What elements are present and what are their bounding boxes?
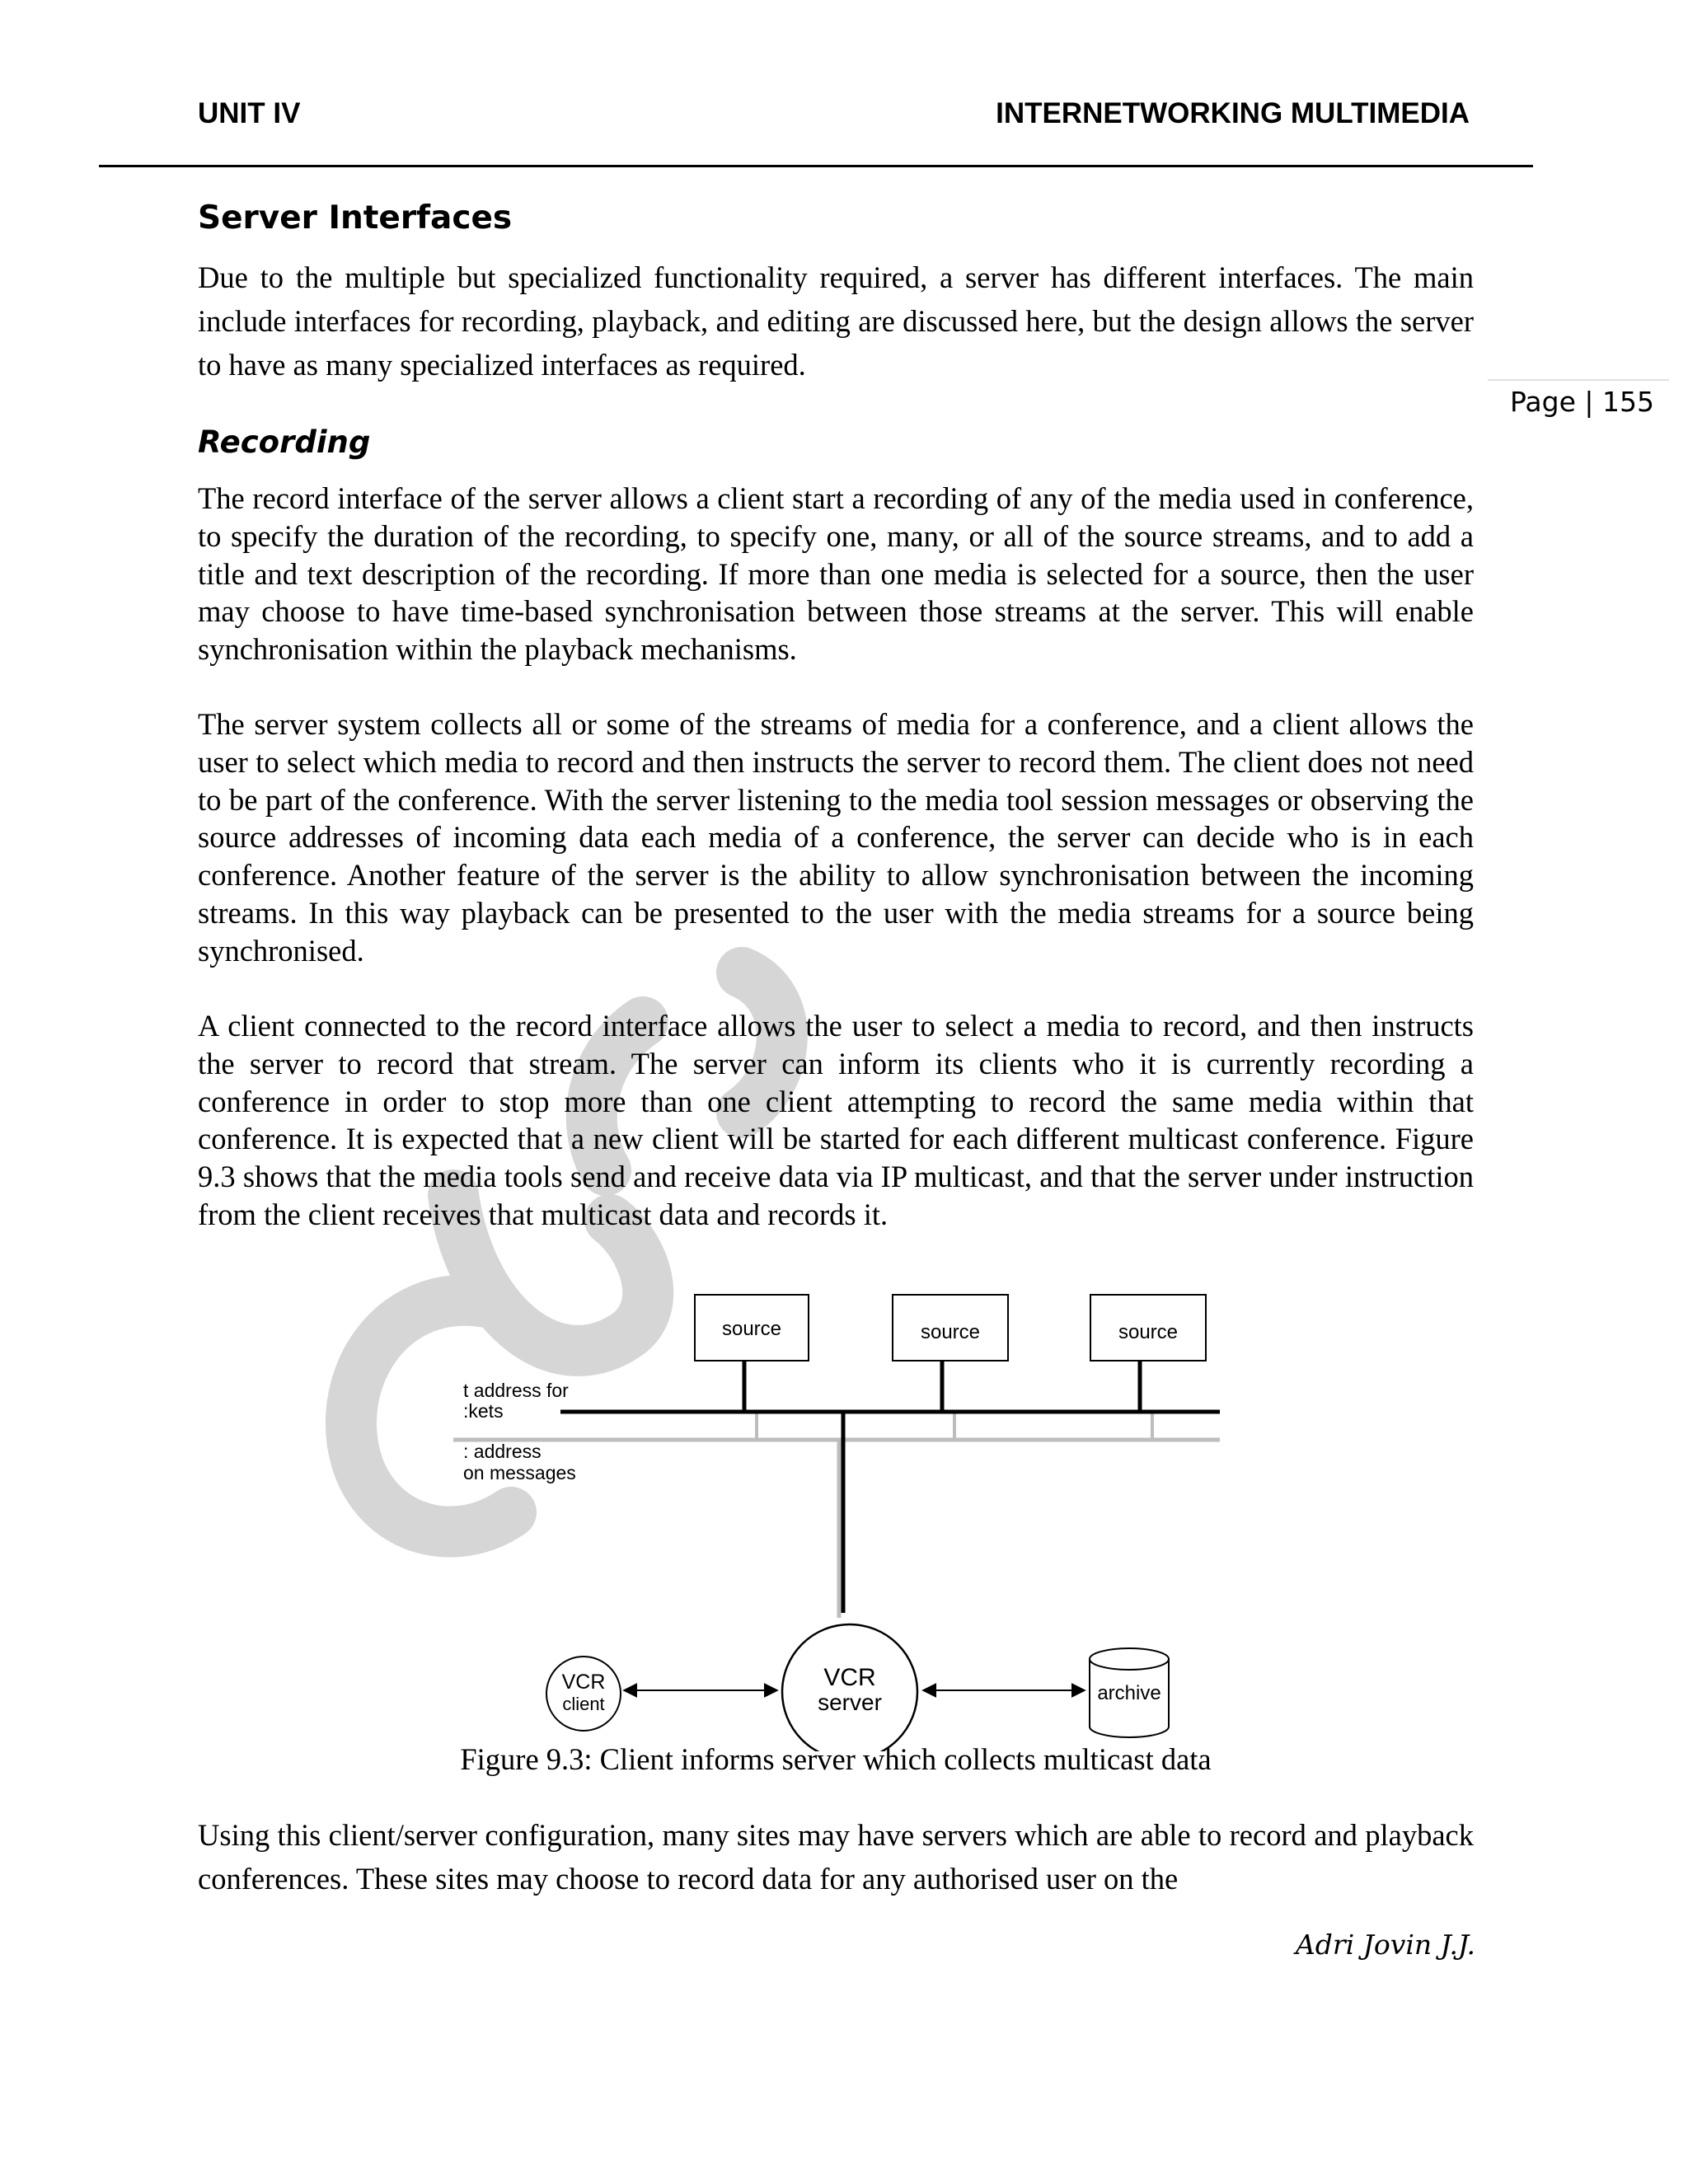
subsection-title: Recording — [198, 424, 371, 460]
source-label-1: source — [721, 1318, 782, 1340]
archive-label: archive — [1097, 1682, 1161, 1704]
closing-paragraph: Using this client/server configuration, many sites may have servers which are able to record and playback conferences. These sites may choose to record data for any authorised user on the — [198, 1818, 1474, 1896]
session-label-line-2: on messages — [463, 1462, 576, 1483]
figure-caption: Figure 9.3: Client informs server which collects multicast data — [460, 1742, 1212, 1776]
recording-paragraph-2: The server system collects all or some of the streams of media for a conference, and a client allows the user to select which media to record and then instructs the server to record them. The client does not need to be part of the conference. With the server listening to the media tool session messages or observing the source addresses of incoming data each media of a conference, the server can decide who is in each conference. Another feature of the server is the ability to allow synchronisation between the incoming streams. In this way playback can be presented to the user with the media streams for a source being synchronised. — [198, 707, 1474, 968]
source-label-3: source — [1118, 1321, 1179, 1343]
source-box-2 — [893, 1295, 1008, 1361]
unit-label: UNIT IV — [198, 97, 301, 129]
vcr-server-label-2: server — [818, 1690, 882, 1715]
vcr-client-label-1: VCR — [561, 1671, 606, 1694]
subject-title: INTERNETWORKING MULTIMEDIA — [996, 97, 1470, 129]
header-divider — [99, 165, 1533, 167]
source-box-3 — [1090, 1295, 1206, 1361]
section-title: Server Interfaces — [198, 199, 513, 237]
figure-diagram — [453, 1265, 1228, 1751]
multicast-diagram — [453, 1265, 1228, 1751]
recording-paragraph-1: The record interface of the server allows a client start a recording of any of the media used in conference, to specify the duration of the recording, to specify one, many, or all of the source streams, and to add a title and text description of the recording. If more than one media is selected for a source, then the user may choose to have time-based synchronisation between those streams at the server. This will enable synchronisation within the playback mechanisms. — [198, 481, 1474, 667]
page-number-divider — [1488, 379, 1669, 381]
vcr-server-node — [782, 1624, 917, 1751]
vcr-client-node — [546, 1657, 621, 1731]
bus-label-line-1: t address for — [463, 1380, 569, 1401]
vcr-server-label-1: VCR — [823, 1664, 876, 1691]
recording-paragraph-3: A client connected to the record interface allows the user to select a media to record, and then instructs the server to record that stream. The server can inform its clients who it is currently recording a conference in order to stop more than one client attempting to record the same media within that conference. It is expected that a new client will be started for each different multicast conference. Figure 9.3 shows that the media tools send and receive data via IP multicast, and that the server under instruction from the client receives that multicast data and records it. — [198, 1009, 1474, 1231]
source-label-2: source — [920, 1321, 981, 1343]
multicast-bus — [560, 1361, 1220, 1613]
bus-label-line-2: :kets — [463, 1400, 504, 1422]
archive-node — [1090, 1648, 1169, 1737]
vcr-client-label-2: client — [562, 1694, 605, 1714]
page-number: Page | 155 — [1510, 386, 1654, 418]
session-label-line-1: : address — [463, 1441, 542, 1462]
author-signature: Adri Jovin J.J. — [1295, 1929, 1475, 1961]
intro-paragraph: Due to the multiple but specialized functionality required, a server has different interfaces. The main include interfaces for recording, playback, and editing are discussed here, but the design allows the server to have as many specialized interfaces as required. — [198, 260, 1474, 382]
source-box-1 — [695, 1295, 809, 1361]
session-bus — [453, 1412, 1220, 1618]
